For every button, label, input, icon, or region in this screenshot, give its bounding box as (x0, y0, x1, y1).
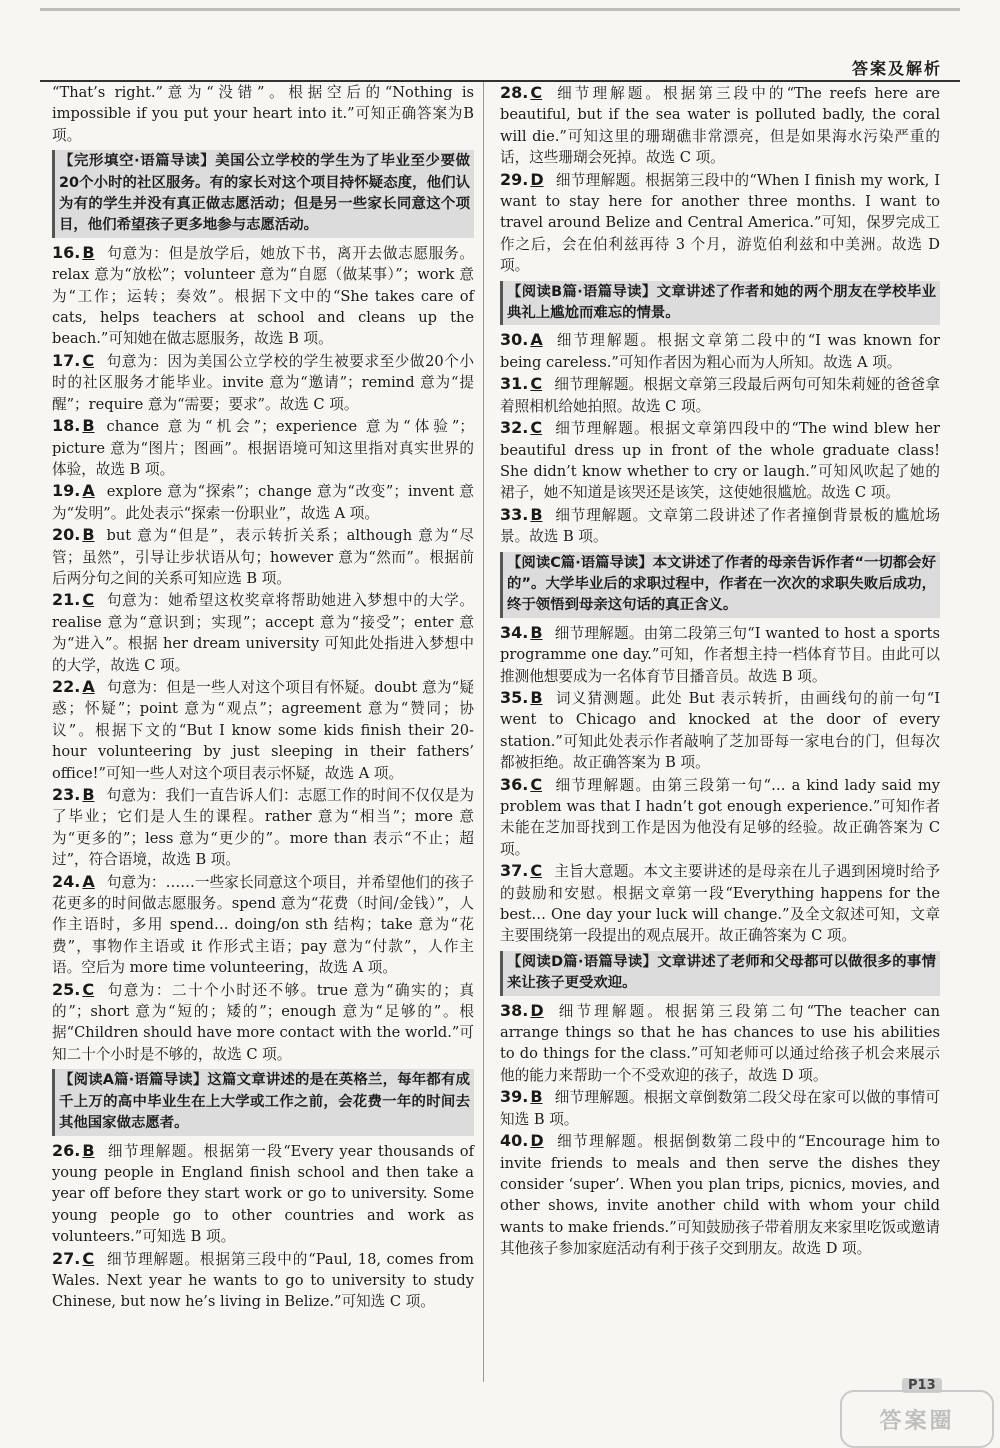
answer-item (500, 774, 940, 861)
item-explanation: 主旨大意题。本文主要讲述的是母亲在儿子遇到困境时给予的鼓励和安慰。根据文章第一段“Everything happens for the best… One day your luck will change.”及全文叙述可知，文章主要围绕第一段提出的观点展开。故正确答案为 C 项。 (500, 863, 940, 945)
answer-item (52, 784, 474, 871)
item-explanation: 细节理解题。根据第三段第二句“The teacher can arrange things so that he has chances to use his abilities to do things for the class.”可知老师可以通过给孩子机会来展示他的能力来帮助一个不受欢迎的孩子，故选 D 项。 (500, 1002, 940, 1084)
answer-item (500, 860, 940, 947)
left-column (52, 82, 474, 1313)
item-answer: C (530, 774, 543, 794)
answer-item (500, 169, 940, 277)
item-answer: B (82, 525, 95, 545)
item-explanation: 句意为：但是放学后，她放下书，离开去做志愿服务。relax 意为“放松”；volunteer 意为“自愿（做某事）”；work 意为“工作；运转；奏效”。根据下文中的“She takes care of cats, helps teachers at school and cleans up the beach.”可知她在做志愿服务，故选 B 项。 (52, 244, 474, 348)
item-answer: C (530, 83, 543, 102)
item-answer: B (530, 504, 543, 524)
answer-item (52, 1140, 474, 1248)
item-number: 36. (500, 774, 529, 794)
item-number: 34. (500, 622, 529, 642)
item-explanation: 细节理解题。根据第三段中的“The reefs here are beautiful, but if the sea water is polluted badly, the coral will die.”可知这里的珊瑚礁非常漂亮，但是如果海水污染严重的话，这些珊瑚会死掉。故选 C 项。 (500, 85, 940, 167)
item-explanation: 句意为：……一些家长同意这个项目，并希望他们的孩子花更多的时间做志愿服务。spend 意为“花费（时间/金钱）”，人作主语时，多用 spend… doing/on sth 结构；take 意为“花费”，事物作主语或 it 作形式主语；pay 意为“付款”，人作主语。空后为 more time volunteering，故选 A 项。 (52, 873, 474, 977)
item-explanation: 句意为：但是一些人对这个项目有怀疑。doubt 意为“疑惑；怀疑”；point 意为“观点”；agreement 意为“赞同；协议”。根据下文的“But I know some kids finish their 20-hour volunteering by just sleeping in their fathers’ office!”可知一些人对这个项目表示怀疑，故选 A 项。 (52, 678, 474, 782)
item-explanation: 细节理解题。根据第一段“Every year thousands of young people in England finish school and then take a year off before they start work or go to university. Some young people go to other countries and work as volunteers.”可知选 B 项。 (52, 1142, 474, 1246)
item-answer: B (82, 416, 95, 436)
item-answer: B (82, 785, 95, 804)
item-explanation: 词义猜测题。此处 But 表示转折，由画线句的前一句“I went to Chicago and knocked at the door of every station.”可知此处表示作者敲响了芝加哥每一家电台的门，但每次都被拒绝。故正确答案为 B 项。 (500, 689, 940, 772)
answer-item (500, 329, 940, 373)
item-explanation: but 意为“但是”，表示转折关系；although 意为“尽管；虽然”，引导让步状语从句；however 意为“然而”。根据前后两分句之间的关系可知应选 B 项。 (52, 527, 474, 587)
page-number: P13 (902, 1378, 942, 1393)
header-title: 答案及解析 (851, 59, 942, 78)
answer-item (52, 524, 474, 589)
right-column (500, 82, 940, 1260)
item-number: 26. (52, 1140, 81, 1160)
item-explanation: 句意为：她希望这枚奖章将帮助她进入梦想中的大学。realise 意为“意识到；实现”；accept 意为“接受”；enter 意为“进入”。根据 her dream university 可知此处指进入梦想中的大学，故选 C 项。 (52, 592, 474, 674)
item-number: 33. (500, 504, 529, 524)
item-answer: B (82, 242, 95, 262)
item-answer: C (82, 979, 95, 999)
item-explanation: 细节理解题。根据文章倒数第二段父母在家可以做的事情可知选 B 项。 (500, 1089, 940, 1128)
answer-item (500, 504, 940, 548)
answer-item (500, 687, 940, 774)
item-explanation: 细节理解题。文章第二段讲述了作者撞倒背景板的尴尬场景。故选 B 项。 (500, 506, 940, 546)
item-answer: C (530, 374, 543, 394)
item-explanation: 细节理解题。根据文章第四段中的“The wind blew her beautiful dress up in front of the whole graduate class! She didn’t know whether to cry or laugh.”可知风吹起了她的裙子，她不知道是该哭还是该笑，这使她很尴尬。故选 C 项。 (500, 420, 940, 502)
item-number: 27. (52, 1248, 81, 1268)
answer-item (500, 82, 940, 169)
reading-d-guide: 【阅读D篇·语篇导读】文章讲述了老师和父母都可以做很多的事情来让孩子更受欢迎。 (500, 951, 940, 996)
item-explanation: 句意为：因为美国公立学校的学生被要求至少做20个小时的社区服务才能毕业。invite 意为“邀请”；remind 意为“提醒”；require 意为“需要；要求”。故选 C 项。 (52, 352, 474, 413)
reading-c-items (500, 622, 940, 947)
item-answer: C (82, 1248, 95, 1268)
item-number: 20. (52, 525, 81, 545)
item-explanation: chance 意为“机会”；experience 意为“体验”；picture 意为“图片；图画”。根据语境可知这里指对真实世界的体验，故选 B 项。 (52, 418, 474, 478)
reading-c-guide: 【阅读C篇·语篇导读】本文讲述了作者的母亲告诉作者“一切都会好的”。大学毕业后的求职过程中，作者在一次次的求职失败后成功，终于领悟到母亲这句话的真正含义。 (500, 552, 940, 618)
answer-item (52, 242, 474, 350)
item-explanation: explore 意为“探索”；change 意为“改变”；invent 意为“发明”。此处表示“探索一份职业”，故选 A 项。 (52, 483, 474, 522)
item-answer: C (530, 418, 543, 438)
column-divider (483, 82, 484, 1382)
top-rule (40, 8, 960, 11)
item-explanation: 细节理解题。根据第三段中的“When I finish my work, I want to stay here for another three months. I want to travel around Belize and Central America.”可知，保罗完成工作之后，会在伯利兹再待 3 个月，游览伯利兹和中美洲。故选 D 项。 (500, 171, 940, 275)
answer-item (500, 1000, 940, 1087)
answer-item (500, 373, 940, 417)
answer-item (52, 350, 474, 415)
answer-item (500, 1130, 940, 1259)
item-explanation: 细节理解题。根据文章第二段中的“I was known for being careless.”可知作者因为粗心而为人所知。故选 A 项。 (500, 332, 940, 371)
item-number: 23. (52, 785, 81, 804)
answer-item (52, 979, 474, 1066)
item-number: 30. (500, 330, 529, 350)
item-number: 24. (52, 871, 81, 891)
answer-item (500, 1086, 940, 1130)
answer-item (52, 589, 474, 676)
item-explanation: 细节理解题。由第三段第一句“… a kind lady said my problem was that I hadn’t got enough experience.”可知作者未能在芝加哥找到工作是因为他没有足够的经验。故正确答案为 C 项。 (500, 776, 940, 858)
item-answer: A (82, 481, 95, 501)
item-number: 37. (500, 861, 529, 881)
reading-a-guide: 【阅读A篇·语篇导读】这篇文章讲述的是在英格兰，每年都有成千上万的高中毕业生在上大学或工作之前，会花费一年的时间去其他国家做志愿者。 (52, 1069, 474, 1135)
answer-item (52, 415, 474, 480)
answer-item (52, 480, 474, 524)
answer-item (500, 417, 940, 504)
reading-a-items-continued (500, 82, 940, 277)
item-explanation: 细节理解题。根据倒数第二段中的“Encourage him to invite friends to meals and then serve the dishes they consider ‘super’. When you plan trips, picnics, movies, and other shows, invite another child with whom your child wants to make friends.”可知鼓励孩子带着朋友来家里吃饭或邀请其他孩子参加家庭活动有利于孩子交到朋友。故选 D 项。 (500, 1133, 940, 1258)
item-explanation: 句意为：我们一直告诉人们：志愿工作的时间不仅仅是为了毕业；它们是人生的课程。rather 意为“相当”；more 意为“更多的”；less 意为“更少的”。more than 表示“不止；超过”，符合语境，故选 B 项。 (52, 787, 474, 869)
answer-item (52, 676, 474, 784)
reading-a-items (52, 1140, 474, 1313)
item-number: 29. (500, 169, 529, 189)
item-answer: A (82, 676, 95, 696)
item-answer: C (530, 861, 543, 881)
item-number: 28. (500, 83, 529, 102)
item-number: 19. (52, 481, 81, 501)
item-number: 17. (52, 350, 81, 370)
item-answer: D (530, 1131, 544, 1151)
reading-d-items (500, 1000, 940, 1260)
item-explanation: 细节理解题。根据文章第三段最后两句可知朱莉娅的爸爸拿着照相机给她拍照。故选 C 项。 (500, 376, 940, 415)
item-number: 25. (52, 979, 81, 999)
answer-item (52, 1248, 474, 1313)
item-answer: C (82, 590, 95, 610)
reading-b-items (500, 329, 940, 547)
cloze-items (52, 242, 474, 1065)
watermark-logo: 答案圈 (840, 1390, 994, 1448)
item-number: 40. (500, 1131, 529, 1151)
item-answer: A (82, 871, 95, 891)
item-answer: B (530, 622, 543, 642)
item-number: 39. (500, 1087, 529, 1107)
item-answer: C (82, 350, 95, 370)
reading-b-guide: 【阅读B篇·语篇导读】文章讲述了作者和她的两个朋友在学校毕业典礼上尴尬而难忘的情景。 (500, 281, 940, 326)
cloze-guide: 【完形填空·语篇导读】美国公立学校的学生为了毕业至少要做20个小时的社区服务。有的家长对这个项目持怀疑态度，他们认为有的学生并没有真正做志愿活动；但是另一些家长同意这个项目，他们希望孩子更多地参与志愿活动。 (52, 150, 474, 238)
item-number: 16. (52, 242, 81, 262)
item-number: 35. (500, 687, 529, 707)
item-number: 32. (500, 418, 529, 438)
item-answer: B (530, 687, 543, 707)
answer-item (52, 871, 474, 979)
intro-paragraph: “That’s right.”意为“没错”。根据空后的“Nothing is impossible if you put your heart into it.”可知正确答案为B项。 (52, 84, 474, 144)
item-explanation: 细节理解题。根据第三段中的“Paul, 18, comes from Wales. Next year he wants to go to university to study Chinese, but now he’s living in Belize.”可知选 C 项。 (52, 1250, 474, 1311)
item-explanation: 句意为：二十个小时还不够。true 意为“确实的；真的”；short 意为“短的；矮的”；enough 意为“足够的”。根据“Children should have more contact with the world.”可知二十个小时是不够的，故选 C 项。 (52, 981, 474, 1063)
item-answer: B (530, 1087, 543, 1107)
item-number: 22. (52, 676, 81, 696)
item-number: 21. (52, 590, 81, 610)
item-number: 38. (500, 1000, 529, 1020)
item-answer: B (82, 1140, 95, 1160)
item-explanation: 细节理解题。由第二段第三句“I wanted to host a sports programme one day.”可知，作者想主持一档体育节目。由此可以推测他想要成为一名体育节目播音员。故选 B 项。 (500, 624, 940, 685)
item-number: 31. (500, 374, 529, 394)
answer-item (500, 622, 940, 687)
item-number: 18. (52, 416, 81, 436)
item-answer: D (530, 1000, 544, 1020)
item-answer: D (530, 169, 544, 189)
item-answer: A (530, 330, 543, 350)
